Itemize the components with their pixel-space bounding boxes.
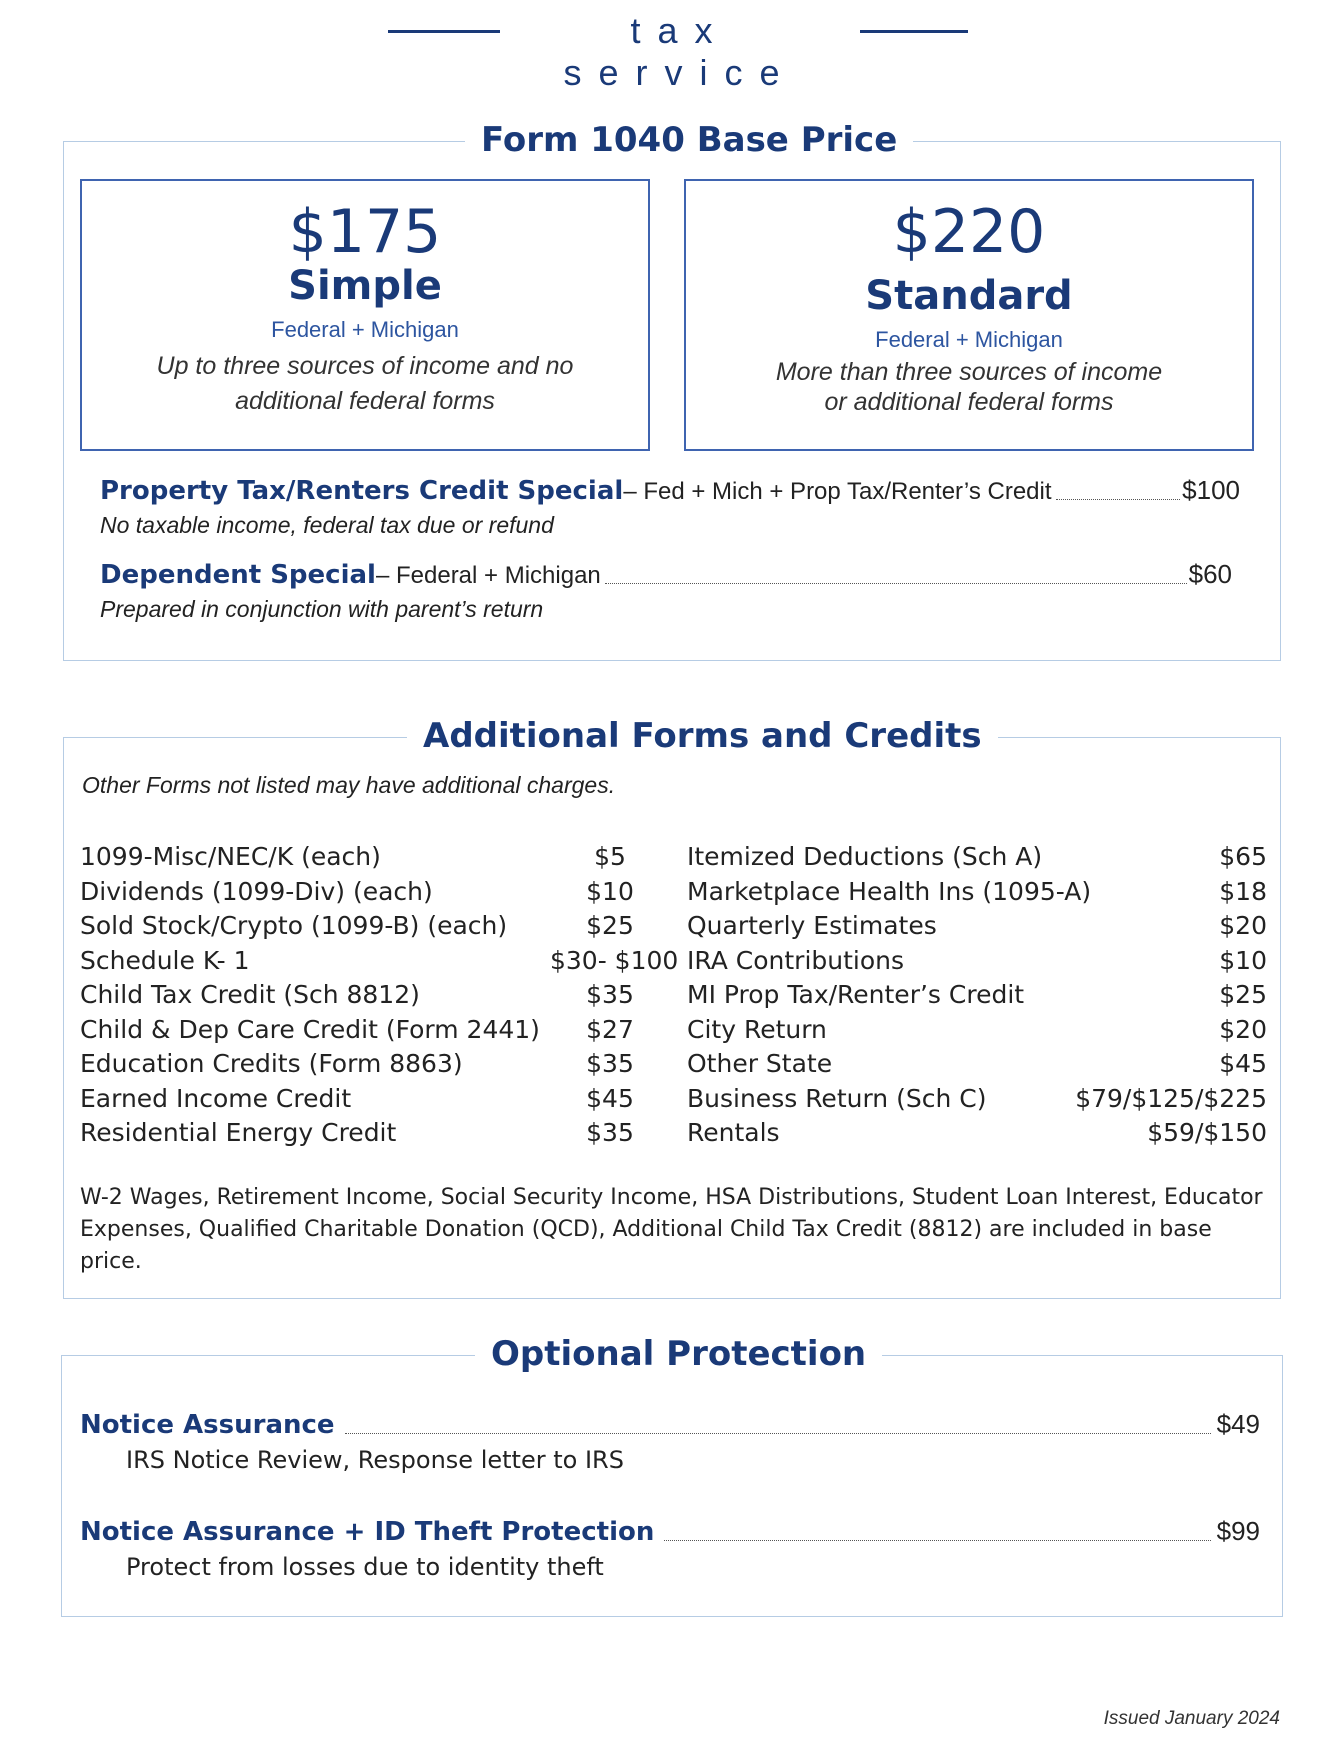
simple-plan-card (80, 179, 650, 451)
form-price: $35 (586, 1118, 634, 1147)
form-row (80, 911, 670, 946)
special-price: $100 (1182, 475, 1240, 505)
special-detail: – Federal + Michigan (375, 562, 601, 589)
standard-tier-name: Standard (865, 273, 1073, 319)
form-row (80, 842, 670, 877)
form-row (687, 911, 1267, 946)
protection-name: Notice Assurance + ID Theft Protection (80, 1517, 655, 1547)
simple-description-line2: additional federal forms (235, 387, 495, 415)
protection-description: Protect from losses due to identity theft (126, 1553, 604, 1581)
forms-list-left (80, 842, 679, 1153)
dot-leader (605, 583, 1187, 584)
form-label: 1099-Misc/NEC/K (each) (80, 842, 381, 871)
dot-leader (1056, 499, 1181, 500)
form-row (80, 1015, 670, 1050)
notice-assurance-item (80, 1404, 1260, 1474)
form-label: Business Return (Sch C) (687, 1083, 987, 1113)
protection-price: $49 (1216, 1409, 1260, 1439)
form-label: Quarterly Estimates (687, 911, 937, 940)
simple-price: $175 (288, 197, 442, 267)
page-title: tax service (563, 10, 797, 93)
form-row (80, 945, 679, 981)
form-price: $45 (1219, 1049, 1267, 1078)
header-rule-left (388, 30, 500, 33)
form-label: Rentals (687, 1118, 780, 1147)
form-price: $27 (586, 1014, 634, 1044)
form-row (687, 877, 1267, 912)
form-price: $25 (586, 911, 634, 940)
special-note: Prepared in conjunction with parent’s return (100, 596, 544, 622)
form-label: City Return (687, 1014, 827, 1044)
additional-forms-title: Additional Forms and Credits (407, 716, 998, 756)
page-header (0, 8, 1342, 93)
simple-tier-name: Simple (288, 263, 442, 309)
form-row (80, 1049, 670, 1084)
simple-description-line1: Up to three sources of income and no (156, 352, 574, 380)
form-price: $59/$150 (1147, 1118, 1267, 1147)
form-label: Schedule K- 1 (80, 945, 250, 975)
form-row (80, 1118, 670, 1153)
standard-description-line1: More than three sources of income (775, 358, 1163, 386)
form-label: Sold Stock/Crypto (1099-B) (each) (80, 911, 508, 940)
optional-protection-title: Optional Protection (475, 1334, 882, 1374)
form-price: $5 (594, 842, 626, 871)
form-row (687, 1049, 1267, 1084)
simple-scope: Federal + Michigan (271, 317, 459, 342)
form-label: Residential Energy Credit (80, 1118, 397, 1147)
form-label: Child & Dep Care Credit (Form 2441) (80, 1014, 540, 1044)
form-label: IRA Contributions (687, 945, 905, 975)
form-row (80, 980, 670, 1015)
form-row (687, 842, 1267, 877)
additional-forms-note: Other Forms not listed may have additional charges. (82, 772, 616, 798)
property-tax-special (100, 472, 1240, 539)
standard-scope: Federal + Michigan (875, 327, 1063, 352)
base-price-section (63, 120, 1281, 661)
included-items-note: W-2 Wages, Retirement Income, Social Security Income, HSA Distributions, Student Loan Interest, Educator Expenses, Qualified Charitable Donation (QCD), Additional Child Tax Credit (8812) are included in base price. (80, 1185, 1263, 1274)
form-price: $35 (586, 1049, 634, 1078)
form-label: Marketplace Health Ins (1095-A) (687, 876, 1092, 906)
special-name: Property Tax/Renters Credit Special (100, 476, 624, 506)
form-price: $79/$125/$225 (1075, 1083, 1267, 1113)
form-row (687, 946, 1267, 981)
special-price: $60 (1188, 559, 1232, 589)
protection-price: $99 (1216, 1516, 1260, 1546)
form-price: $45 (586, 1083, 634, 1113)
form-row (687, 1015, 1267, 1050)
issued-date: Issued January 2024 (1103, 1708, 1280, 1729)
protection-name: Notice Assurance (80, 1410, 335, 1440)
form-label: Itemized Deductions (Sch A) (687, 842, 1043, 871)
optional-protection-section (61, 1334, 1283, 1617)
form-price: $25 (1219, 980, 1267, 1009)
form-row (80, 877, 670, 912)
form-label: Other State (687, 1049, 833, 1078)
id-theft-protection-item (80, 1511, 1260, 1581)
form-price: $35 (586, 980, 634, 1009)
form-row (687, 980, 1267, 1015)
form-price: $30- $100 (550, 945, 679, 975)
form-price: $18 (1219, 876, 1267, 906)
standard-plan-card (684, 179, 1254, 451)
form-label: Earned Income Credit (80, 1083, 352, 1113)
dot-leader (345, 1433, 1211, 1434)
form-row (687, 1118, 1267, 1153)
form-price: $20 (1219, 911, 1267, 940)
form-price: $65 (1219, 842, 1267, 871)
special-detail: – Fed + Mich + Prop Tax/Renter’s Credit (623, 478, 1052, 505)
base-price-title: Form 1040 Base Price (465, 120, 913, 160)
form-price: $10 (1219, 945, 1267, 975)
form-label: Education Credits (Form 8863) (80, 1049, 463, 1078)
header-rule-right (860, 30, 968, 33)
forms-list-right (687, 842, 1267, 1153)
standard-price: $220 (892, 197, 1046, 267)
special-note: No taxable income, federal tax due or refund (100, 512, 554, 538)
form-label: MI Prop Tax/Renter’s Credit (687, 980, 1025, 1009)
additional-forms-section (63, 716, 1281, 1299)
protection-description: IRS Notice Review, Response letter to IRS (126, 1446, 624, 1474)
form-row (687, 1084, 1267, 1119)
special-name: Dependent Special (100, 560, 376, 590)
dependent-special (100, 556, 1232, 623)
form-label: Child Tax Credit (Sch 8812) (80, 980, 420, 1009)
form-label: Dividends (1099-Div) (each) (80, 876, 433, 906)
form-price: $20 (1219, 1014, 1267, 1044)
standard-description-line2: or additional federal forms (824, 388, 1114, 416)
dot-leader (664, 1540, 1210, 1541)
form-price: $10 (586, 876, 634, 906)
form-row (80, 1084, 670, 1119)
